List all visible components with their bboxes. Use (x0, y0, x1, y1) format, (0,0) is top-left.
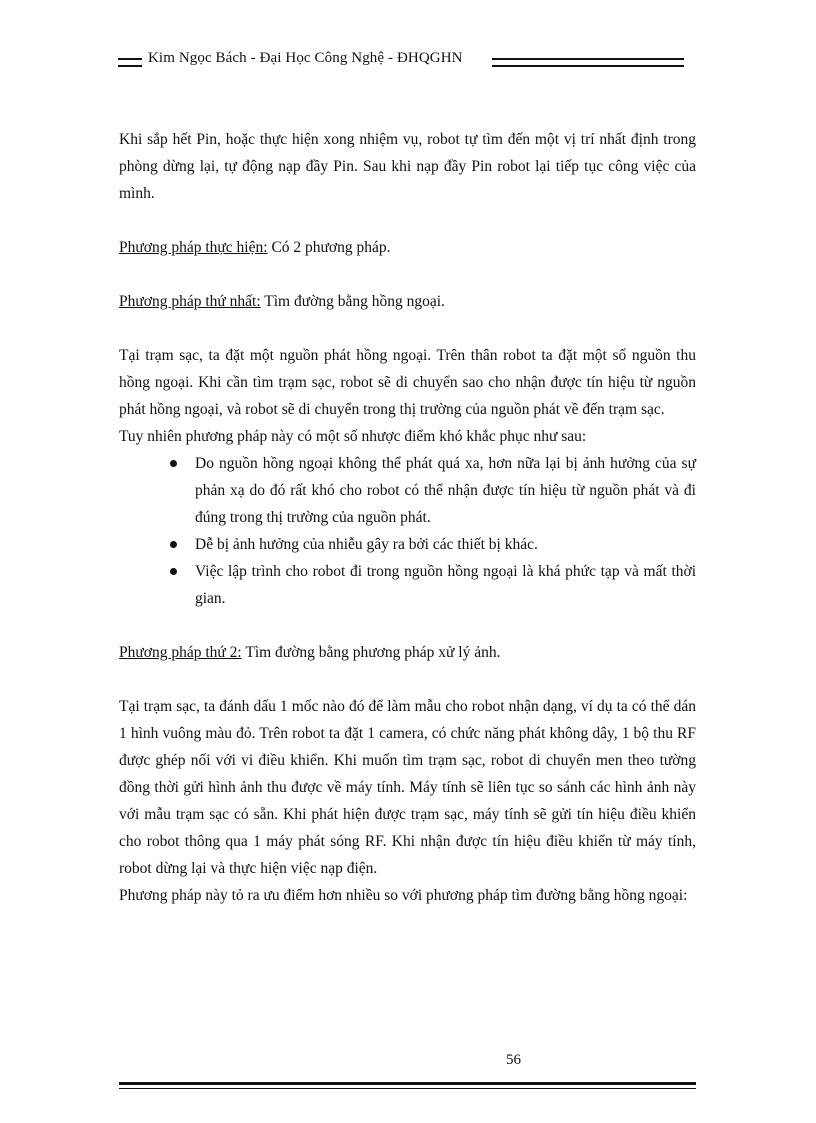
method2-title: Tìm đường bằng phương pháp xử lý ảnh. (241, 644, 501, 661)
method1-paragraph: Tại trạm sạc, ta đặt một nguồn phát hồng ngoại. Trên thân robot ta đặt một số nguồn thu hồng ngoại. Khi cần tìm trạm sạc, robot sẽ di chuyển sao cho nhận được tín hiệu từ nguồn phát hồng ngoại, và robot sẽ di chuyển trong thị trường của nguồn phát về đến trạm sạc. (119, 347, 696, 418)
method1-title: Tìm đường bằng hồng ngoại. (260, 293, 445, 310)
list-item: Do nguồn hồng ngoại không thể phát quá xa, hơn nữa lại bị ảnh hưởng của sự phản xạ do đó rất khó cho robot có thể nhận được tín hiệu từ nguồn phát và đi đúng trong thị trường của nguồn phát. (119, 450, 696, 531)
document-body (119, 126, 696, 909)
bullet-icon (170, 460, 177, 467)
header-rule-left (118, 58, 142, 67)
method1-cons-list (119, 450, 696, 612)
method2-label: Phương pháp thứ 2: (119, 644, 242, 661)
method1-cons-intro: Tuy nhiên phương pháp này có một số nhược điểm khó khắc phục như sau: (119, 428, 587, 445)
method-intro-line (119, 234, 696, 261)
list-item: Việc lập trình cho robot đi trong nguồn hồng ngoại là khá phức tạp và mất thời gian. (119, 558, 696, 612)
header-title: Kim Ngọc Bách - Đại Học Công Nghệ - ĐHQGHN (148, 50, 463, 66)
page-number: 56 (506, 1052, 521, 1068)
method1-label: Phương pháp thứ nhất: (119, 293, 261, 310)
method2-heading (119, 639, 696, 666)
intro-paragraph: Khi sắp hết Pin, hoặc thực hiện xong nhiệm vụ, robot tự tìm đến một vị trí nhất định trong phòng dừng lại, tự động nạp đầy Pin. Sau khi nạp đầy Pin robot lại tiếp tục công việc của mình. (119, 131, 696, 202)
bullet-icon (170, 568, 177, 575)
bullet-icon (170, 541, 177, 548)
header-rule-right (492, 58, 684, 67)
method2-closing: Phương pháp này tỏ ra ưu điểm hơn nhiều so với phương pháp tìm đường bằng hồng ngoại: (119, 887, 688, 904)
method2-paragraph: Tại trạm sạc, ta đánh dấu 1 mốc nào đó để làm mẫu cho robot nhận dạng, ví dụ ta có thể dán 1 hình vuông màu đỏ. Trên robot ta đặt 1 camera, có chức năng phát không dây, 1 bộ thu RF được ghép nối với vi điều khiển. Khi muốn tìm trạm sạc, robot di chuyển men theo tường đồng thời gửi hình ảnh thu được về máy tính. Máy tính sẽ liên tục so sánh các hình ảnh này với mẫu trạm sạc có sẵn. Khi phát hiện được trạm sạc, máy tính sẽ gửi tín hiệu điều khiển cho robot thông qua 1 máy phát sóng RF. Khi nhận được tín hiệu điều khiển từ máy tính, robot dừng lại và thực hiện việc nạp điện. (119, 698, 696, 877)
page-header (118, 50, 684, 74)
method-intro-label: Phương pháp thực hiện: (119, 239, 268, 256)
method1-heading (119, 288, 696, 315)
list-item: Dễ bị ảnh hưởng của nhiễu gây ra bởi các thiết bị khác. (119, 531, 696, 558)
method-intro-text: Có 2 phương pháp. (267, 239, 391, 256)
footer-rule (119, 1082, 696, 1089)
